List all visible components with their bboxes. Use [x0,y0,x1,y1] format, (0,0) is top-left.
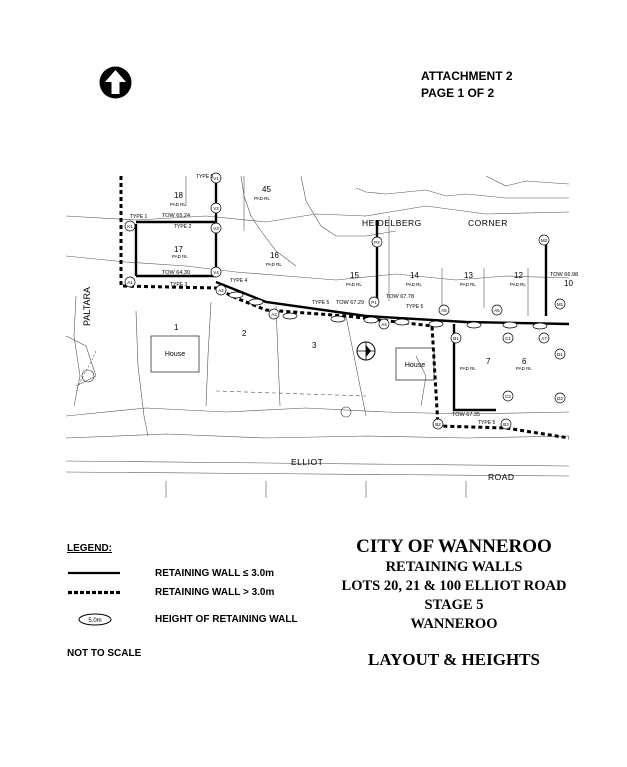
type-label: TYPE 3 [170,282,188,288]
point-label: K1 [127,224,133,229]
solid-wall-symbol [68,571,120,575]
type-label: TYPE 5 [406,304,424,310]
street-label-paltara: PALTARA [82,286,92,326]
type-label: TYPE 4 [230,278,248,284]
height-oval-text: 5.0m [88,618,102,624]
lot-number: 6 [522,357,527,366]
point-label: P1 [371,300,377,305]
legend-title: LEGEND: [67,543,112,554]
title-layout: LAYOUT & HEIGHTS [368,650,540,669]
point-label: A2 [218,288,224,293]
point-label: P2 [374,240,380,245]
attachment-number: ATTACHMENT 2 [421,69,513,83]
dashed-wall-symbol [68,590,120,595]
point-label: M1 [556,302,564,307]
point-label: C2 [505,394,511,399]
pad-label: PAD RL [346,282,362,287]
pad-label: PAD RL [516,366,532,371]
title-block [326,536,582,670]
tow-label: TOW 67.78 [386,294,415,300]
point-label: A3 [271,312,277,317]
type-label: TYPE 5 [312,300,330,306]
point-label: A5 [441,308,447,313]
lot-number: 2 [242,329,247,338]
lot-number: 1 [174,323,179,332]
point-label: A4 [381,322,387,327]
lot-number: 15 [350,271,359,280]
tow-label: TOW 65.24 [162,213,191,219]
tow-label: TOW 67.29 [336,300,365,306]
street-label-corner: CORNER [468,218,508,228]
site-plan [66,174,579,498]
lot-number: 12 [514,271,523,280]
point-label: B2 [435,422,441,427]
legend-solid-wall-label: RETAINING WALL ≤ 3.0m [155,568,275,579]
attachment-header [421,68,513,102]
point-label: A1 [127,280,133,285]
point-label: V1 [213,176,219,181]
tow-label: TOW 64.30 [162,270,191,276]
survey-mark-icon [357,342,375,360]
point-label: D2 [557,396,563,401]
title-suburb: WANNEROO [410,616,498,632]
pad-label: PAD RL [254,196,270,201]
pad-label: PAD RL [460,366,476,371]
lot-number: 16 [270,251,279,260]
street-label-elliot: ELLIOT [291,457,324,467]
point-label: B3 [503,422,509,427]
pad-label: PAD RL [406,282,422,287]
point-label: V4 [213,270,219,275]
lot-number: 14 [410,271,419,280]
title-stage: STAGE 5 [424,597,484,613]
legend-height-label: HEIGHT OF RETAINING WALL [155,614,298,625]
type-label: TYPE 1 [130,214,148,220]
pad-label: PAD RL [170,202,186,207]
legend-dashed-wall-label: RETAINING WALL > 3.0m [155,587,275,598]
point-label: M2 [540,238,548,243]
lot-number: 13 [464,271,473,280]
tow-label: TOW 66.98 [550,272,579,278]
point-label: V2 [213,206,219,211]
point-label: A6 [494,308,500,313]
type-label: TYPE 5 [478,420,496,426]
type-label: TYPE 2 [174,224,192,230]
pad-label: PAD RL [510,282,526,287]
north-arrow-icon [99,66,132,99]
page-number: PAGE 1 OF 2 [421,86,495,100]
lot-number: 10 [564,279,573,288]
point-label: C1 [505,336,511,341]
title-subject: RETAINING WALLS [385,559,523,575]
pad-label: PAD RL [460,282,476,287]
point-label: V3 [213,226,219,231]
house-label-2: House [404,362,426,369]
not-to-scale-note: NOT TO SCALE [67,648,142,659]
lot-number: 3 [312,341,317,350]
lot-number: 45 [262,185,271,194]
tow-label: TOW 67.35 [452,412,481,418]
house-label-1: House [164,351,186,358]
point-label: A7 [541,336,547,341]
type-label: TYPE 5 [196,174,214,180]
point-label: B1 [453,336,459,341]
street-label-road: ROAD [488,472,515,482]
title-council: CITY OF WANNEROO [356,536,552,557]
title-lots: LOTS 20, 21 & 100 ELLIOT ROAD [341,578,567,594]
pad-label: PAD RL [266,262,282,267]
lot-number: 18 [174,191,183,200]
point-label: D1 [557,352,563,357]
lot-number: 7 [486,357,491,366]
lot-number: 17 [174,245,183,254]
street-label-heidelberg: HEIDELBERG [362,218,422,228]
height-oval-symbol [78,613,112,626]
pad-label: PAD RL [172,254,188,259]
